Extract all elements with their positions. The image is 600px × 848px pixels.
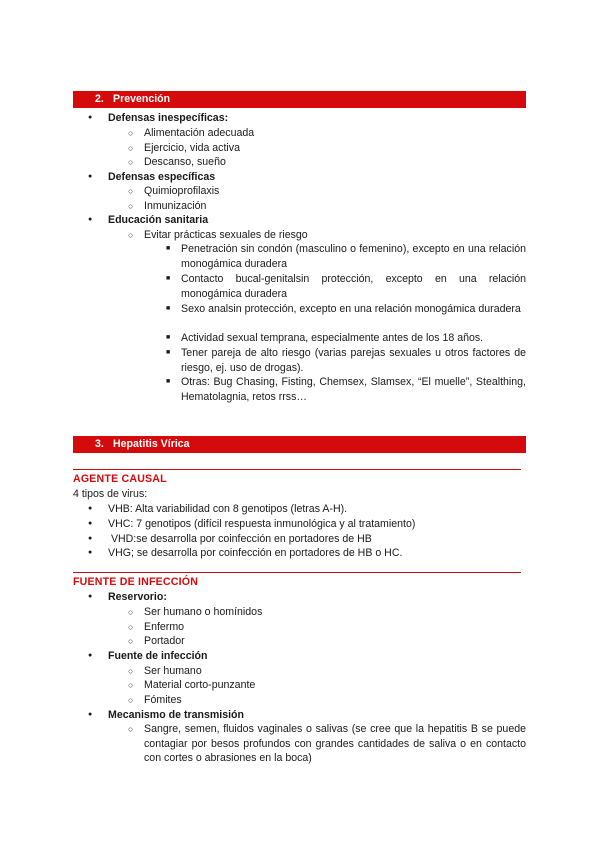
reservorio-label: ● Reservorio: [108, 590, 167, 605]
divider [73, 572, 521, 573]
section-title: Hepatitis Vírica [113, 438, 190, 450]
educacion-sanitaria-label: ● Educación sanitaria [108, 213, 208, 228]
list-item: ■ Penetración sin condón (masculino o femenino), excepto en una relación monogámica duradera [181, 242, 526, 271]
fuente-infeccion-heading: FUENTE DE INFECCIÓN [73, 576, 199, 588]
list-item: ○ Material corto-punzante [144, 678, 255, 693]
list-item: ■ Sexo analsin protección, excepto en una relación monogámica duradera [181, 302, 526, 317]
divider [73, 469, 521, 470]
list-item: ○ Fómites [144, 693, 182, 708]
mecanismo-transmision-label: ● Mecanismo de transmisión [108, 708, 244, 723]
defensas-especificas-label: ● Defensas específicas [108, 170, 215, 185]
agente-causal-heading: AGENTE CAUSAL [73, 473, 167, 485]
list-item: ○ Inmunización [144, 199, 206, 214]
list-item: ○ Ejercicio, vida activa [144, 141, 240, 156]
list-item: ○ Ser humano [144, 664, 202, 679]
list-item: ○ Evitar prácticas sexuales de riesgo [144, 228, 308, 243]
list-item: ● VHC: 7 genotipos (difícil respuesta inmunológica y al tratamiento) [108, 517, 415, 532]
list-item: ● VHD:se desarrolla por coinfección en portadores de HB [108, 532, 372, 547]
list-item: ○ Descanso, sueño [144, 155, 226, 170]
list-item: ○ Alimentación adecuada [144, 126, 254, 141]
list-item: ■ Contacto bucal-genitalsin protección, excepto en una relación monogámica duradera [181, 272, 526, 301]
section-title: Prevención [113, 93, 171, 105]
section-header-hepatitis [73, 436, 526, 453]
list-item: ■ Otras: Bug Chasing, Fisting, Chemsex, Slamsex, “El muelle”, Stealthing, Hematolagnia, retos rrss… [181, 375, 526, 404]
list-item: ○ Ser humano o homínidos [144, 605, 262, 620]
section-number: 3. [95, 438, 104, 450]
list-item: ■ Tener pareja de alto riesgo (varias parejas sexuales u otros factores de riesgo, ej. uso de drogas). [181, 346, 526, 375]
fuente-infeccion-label: ● Fuente de infección [108, 649, 207, 664]
list-item: ○ Quimioprofilaxis [144, 184, 219, 199]
defensas-inespecificas-label: ● Defensas inespecíficas: [108, 111, 228, 126]
list-item: ○ Portador [144, 634, 185, 649]
list-item: ○ Enfermo [144, 620, 184, 635]
list-item: ● VHB: Alta variabilidad con 8 genotipos (letras A-H). [108, 502, 347, 517]
list-item: ● VHG; se desarrolla por coinfección en portadores de HB o HC. [108, 546, 402, 561]
section-header-prevencion [73, 91, 526, 108]
agente-intro: 4 tipos de virus: [73, 488, 148, 500]
list-item: ○ Sangre, semen, fluidos vaginales o salivas (se cree que la hepatitis B se puede contagiar por besos profundos con grandes cantidades de saliva o en contacto con cortes o abrasiones en la boca) [144, 722, 526, 766]
list-item: ■ Actividad sexual temprana, especialmente antes de los 18 años. [181, 331, 483, 346]
section-number: 2. [95, 93, 104, 105]
